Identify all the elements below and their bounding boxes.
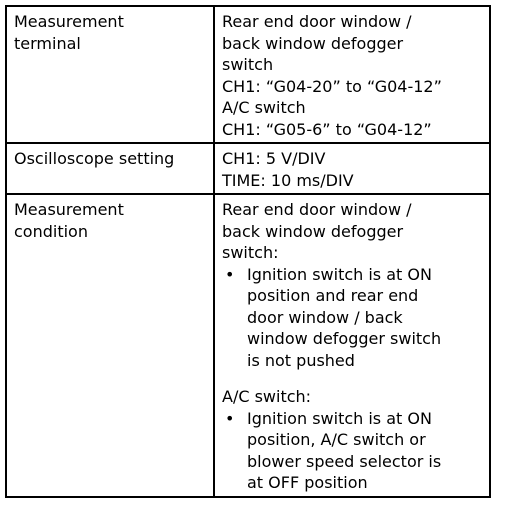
bullet-line: is not pushed: [247, 350, 355, 370]
bullet-line: position, A/C switch or: [247, 430, 426, 449]
group-heading-line: back window defogger: [222, 221, 404, 241]
value-line: CH1: “G04-20” to “G04-12”: [222, 76, 442, 96]
bullet-line: at OFF position: [247, 473, 368, 492]
bullet-line: window defogger switch: [247, 329, 442, 348]
value-line: CH1: 5 V/DIV: [222, 149, 326, 168]
bullet-line: Ignition switch is at ON: [247, 264, 432, 284]
value-line: back window defogger: [222, 33, 404, 53]
measurement-spec-table: [5, 5, 491, 498]
bullet-dot-icon: •: [225, 264, 235, 284]
label-cell-oscilloscope-setting: [6, 143, 214, 194]
bullet-line: blower speed selector is: [247, 451, 442, 471]
bullet-item: [222, 264, 483, 372]
condition-group-defogger: [222, 199, 483, 371]
label-line: condition: [14, 221, 88, 241]
label-cell-measurement-terminal: [6, 6, 214, 143]
bullet-dot-icon: •: [225, 408, 235, 428]
value-line: Rear end door window /: [222, 12, 412, 31]
value-cell-oscilloscope-setting: [214, 143, 490, 194]
label-line: terminal: [14, 33, 81, 53]
value-line: TIME: 10 ms/DIV: [222, 170, 354, 190]
value-line: CH1: “G05-6” to “G04-12”: [222, 119, 432, 139]
label-cell-measurement-condition: [6, 194, 214, 497]
label-line: Oscilloscope setting: [14, 149, 175, 168]
condition-group-ac-switch: [222, 386, 483, 494]
label-line: Measurement: [14, 12, 124, 31]
group-heading-line: A/C switch:: [222, 387, 312, 406]
value-cell-measurement-condition: [214, 194, 490, 497]
table-row-measurement-condition: [6, 194, 490, 497]
value-cell-measurement-terminal: [214, 6, 490, 143]
table-row-measurement-terminal: [6, 6, 490, 143]
bullet-line: door window / back: [247, 307, 403, 327]
bullet-item: [222, 408, 483, 494]
bullet-line: Ignition switch is at ON: [247, 408, 432, 428]
bullet-list: [222, 264, 483, 372]
label-line: Measurement: [14, 200, 124, 219]
value-line: A/C switch: [222, 98, 306, 117]
group-spacer: [222, 371, 483, 386]
group-heading-line: Rear end door window /: [222, 200, 412, 219]
value-line: switch: [222, 55, 274, 74]
bullet-line: position and rear end: [247, 286, 419, 305]
group-heading-line: switch:: [222, 243, 279, 262]
table-row-oscilloscope-setting: [6, 143, 490, 194]
bullet-list: [222, 408, 483, 494]
